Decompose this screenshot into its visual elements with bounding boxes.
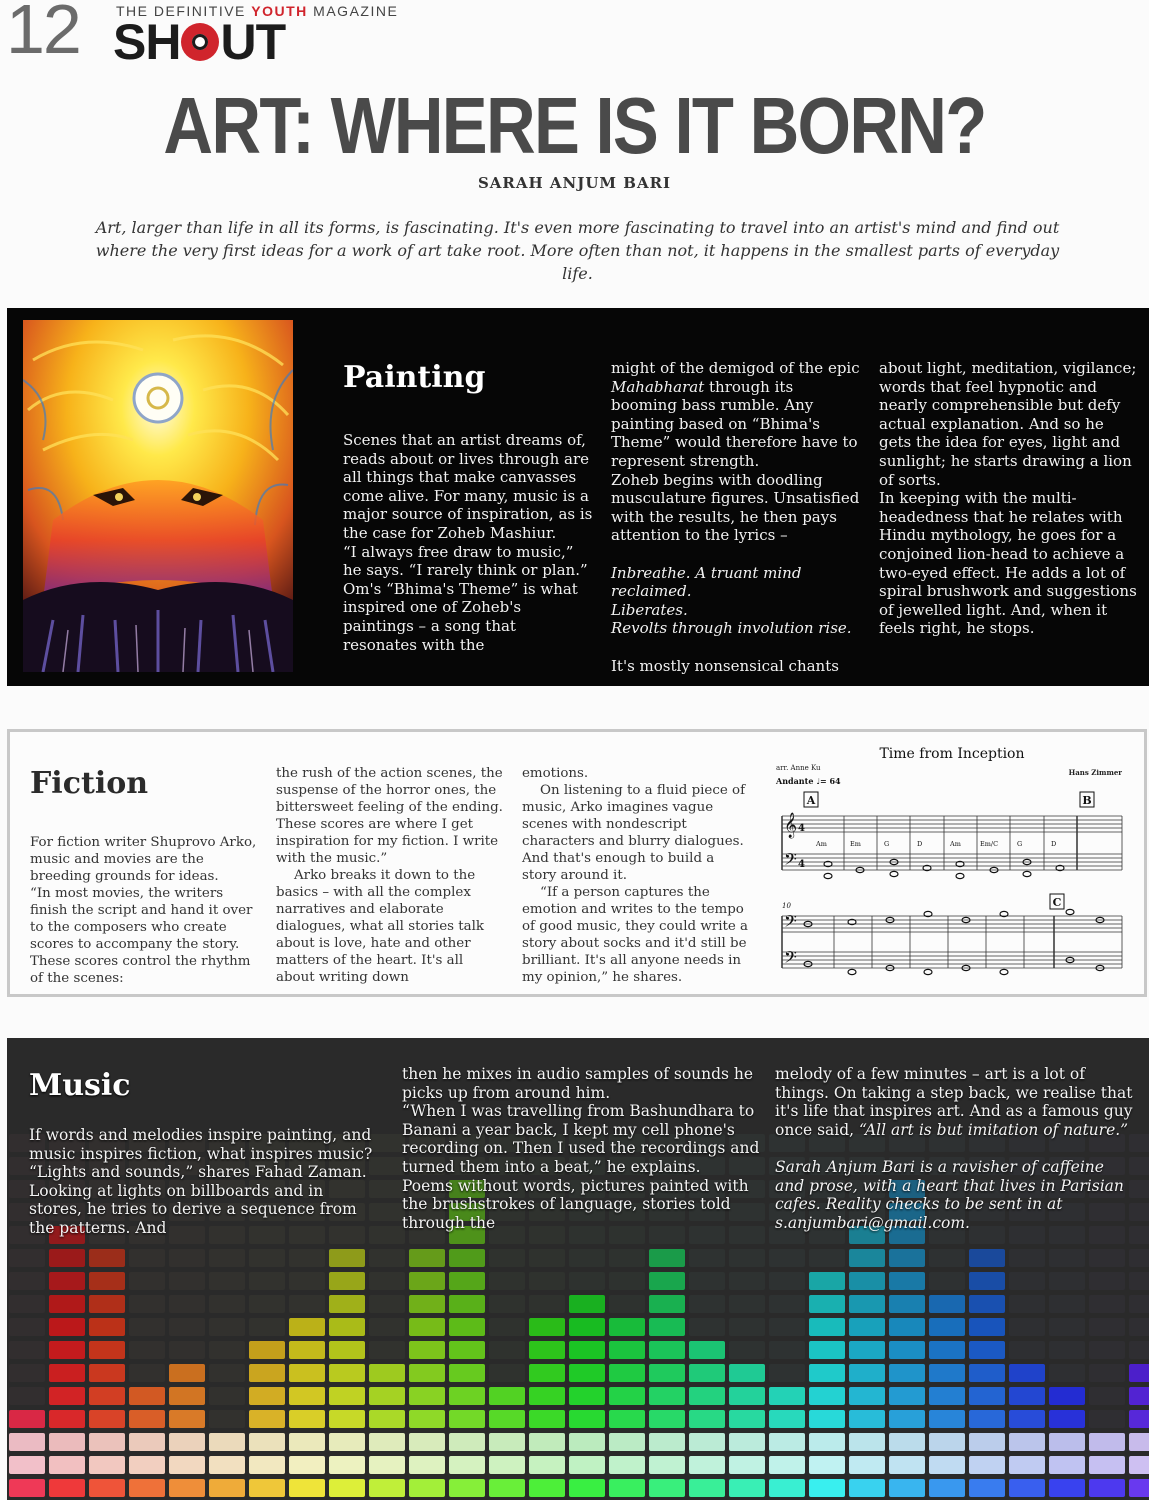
tagline-suffix: MAGAZINE [307,3,399,19]
chord-1: Am [816,840,827,848]
svg-text:𝄢: 𝄢 [784,849,797,873]
logo-text-start: SH [113,14,181,70]
fiction-col2-para-2: Arko breaks it down to the basics – with all the complex narratives and elaborate dialogues, what all stories talk about is love, hate and other matters of the heart. It's all about writing down [276,868,485,985]
svg-text:4: 4 [798,859,805,870]
chord-7: G [1017,840,1023,848]
measure-number: 10 [782,902,791,910]
painting-column-3 [879,359,1139,638]
tagline-highlight: YOUTH [251,3,308,19]
chord-6: Em/C [980,840,999,848]
chord-5: Am [950,840,961,848]
article-intro: Art, larger than life in all its forms, is fascinating. It's even more fascinating to travel into an artist's mind and find out where the very first ideas for a work of art take root. More often than not, it happens in the smallest parts of everyday life. [95,218,1060,283]
music-heading: Music [29,1068,131,1103]
lyric-line-2: Liberates. [611,600,688,619]
tagline-prefix: THE DEFINITIVE [116,3,252,19]
music-section [7,1038,1149,1500]
painting-col2-para-2: Zoheb begins with doodling musculature figures. Unsatisfied with the results, he then pays attention to the lyrics – [611,470,860,545]
fiction-section [7,729,1147,997]
shout-logo [113,14,286,70]
chord-3: G [884,840,890,848]
page-number: 12 [6,0,80,68]
music-col3-text: melody of a few minutes – art is a lot of things. On taking a step back, we realise that it's life that inspires art. And as a famous guy once said, [775,1065,1133,1139]
mahabharat-title: Mahabharat [611,377,705,396]
music-col2-para-1: then he mixes in audio samples of sounds he picks up from around him. [402,1065,754,1102]
rehearsal-mark-c: C [1052,896,1062,909]
chord-4: D [917,840,923,848]
music-column-3 [775,1065,1135,1232]
lyric-line-3: Revolts through involution rise. [611,619,852,638]
author-bio: Sarah Anjum Bari is a ravisher of caffeine and prose, with a heart that lives in Parisian cafes. Reality checks to be sent in at s.anjumbari@gmail.com. [775,1157,1124,1232]
painting-column-2 [611,359,861,675]
painting-col1-para-1: Scenes that an artist dreams of, reads about or lives through are all things that make canvasses come alive. For many, music is a major source of inspiration, as is the case for Zoheb Mashiur. [343,431,593,542]
logo-o-icon [181,23,219,61]
score-tempo: Andante ♩= 64 [776,776,841,786]
rehearsal-mark-b: B [1082,794,1092,807]
lyric-line-1: Inbreathe. A truant mind reclaimed. [611,563,802,601]
music-col3-para-1 [775,1065,1135,1139]
score-title: Time from Inception [879,746,1025,762]
sheet-music-score [770,744,1128,984]
music-column-1: If words and melodies inspire painting, and music inspires fiction, what inspires music? “Lights and sounds,” shares Fahad Zaman. Looking at lights on billboards and in stores, he tries to derive a sequence from the patterns. And [29,1126,373,1237]
music-column-2 [402,1065,762,1232]
svg-text:4: 4 [798,823,805,834]
fiction-col1-para-1: For fiction writer Shuprovo Arko, music and movies are the breeding grounds for ideas. [30,835,257,884]
svg-text:𝄞: 𝄞 [784,813,798,838]
fiction-col1-para-2: “In most movies, the writers finish the script and hand it over to the composers who create scores to accompany the story. These scores control the rhythm of the scenes: [30,886,253,986]
fiction-column-2 [276,765,506,986]
music-col2-para-2: “When I was travelling from Bashundhara to Banani a year back, I kept my cell phone's recording on. Then I used the recordings and turned them into a beat,” he explains. [402,1102,760,1176]
painting-col2-para-1 [611,359,861,471]
painting-col2-para-3: It's mostly nonsensical chants [611,656,839,675]
article-byline: SARAH ANJUM BARI [477,174,672,192]
fiction-col3-para-2: On listening to a fluid piece of music, Arko imagines vague scenes with nondescript characters and blurry dialogues. And that's enough to build a story around it. [522,783,746,883]
rehearsal-mark-a: A [806,794,816,807]
lion-painting-image [23,320,293,672]
fiction-heading: Fiction [30,766,149,801]
painting-col1-para-2: “I always free draw to music,” he says. “I rarely think or plan.” [343,542,588,580]
svg-text:𝄢: 𝄢 [784,911,797,935]
fiction-col2-para-1: the rush of the action scenes, the suspense of the horror ones, the bittersweet feeling of the ending. These scores are where I get inspiration for my fiction. I write with the music.” [276,766,503,866]
painting-column-1 [343,431,593,654]
svg-text:𝄢: 𝄢 [784,947,797,971]
fiction-column-1 [30,834,260,987]
closing-quote: “All art is but imitation of nature.” [859,1120,1129,1139]
painting-col2-text-b: through its booming bass rumble. Any painting based on “Bhima's Theme” would therefore have to represent strength. [611,377,858,470]
painting-section [7,308,1149,686]
fiction-col3-para-3: “If a person captures the emotion and writes to the tempo of good music, they could write a story about socks and it'd still be brilliant. It's all anyone needs in my opinion,” he shares. [522,885,749,985]
score-arranger: arr. Anne Ku [776,764,821,772]
music-col2-para-3: Poems without words, pictures painted with the brushstrokes of language, stories told through the [402,1176,749,1232]
score-composer: Hans Zimmer [1068,768,1122,777]
fiction-col3-para-1: emotions. [522,766,589,781]
painting-col3-para-2: In keeping with the multi-headedness that he relates with Hindu mythology, he goes for a conjoined lion-head to achieve a two-eyed effect. He adds a lot of spiral brushwork and suggestions of jewelled light. And, when it feels right, he stops. [879,489,1137,638]
chord-2: Em [850,840,861,848]
painting-heading: Painting [343,360,486,395]
fiction-column-3 [522,765,752,986]
logo-text-end: UT [220,14,286,70]
article-headline: ART: WHERE IS IT BORN? [163,81,986,170]
painting-col3-para-1: about light, meditation, vigilance; words that feel hypnotic and nearly comprehensible but defy actual explanation. And so he gets the idea for eyes, light and sunlight; he starts drawing a lion of sorts. [879,359,1137,489]
chord-8: D [1051,840,1057,848]
painting-col2-text-a: might of the demigod of the epic [611,359,860,377]
painting-col1-para-3: Om's “Bhima's Theme” is what inspired one of Zoheb's paintings – a song that resonates with the [343,579,578,654]
